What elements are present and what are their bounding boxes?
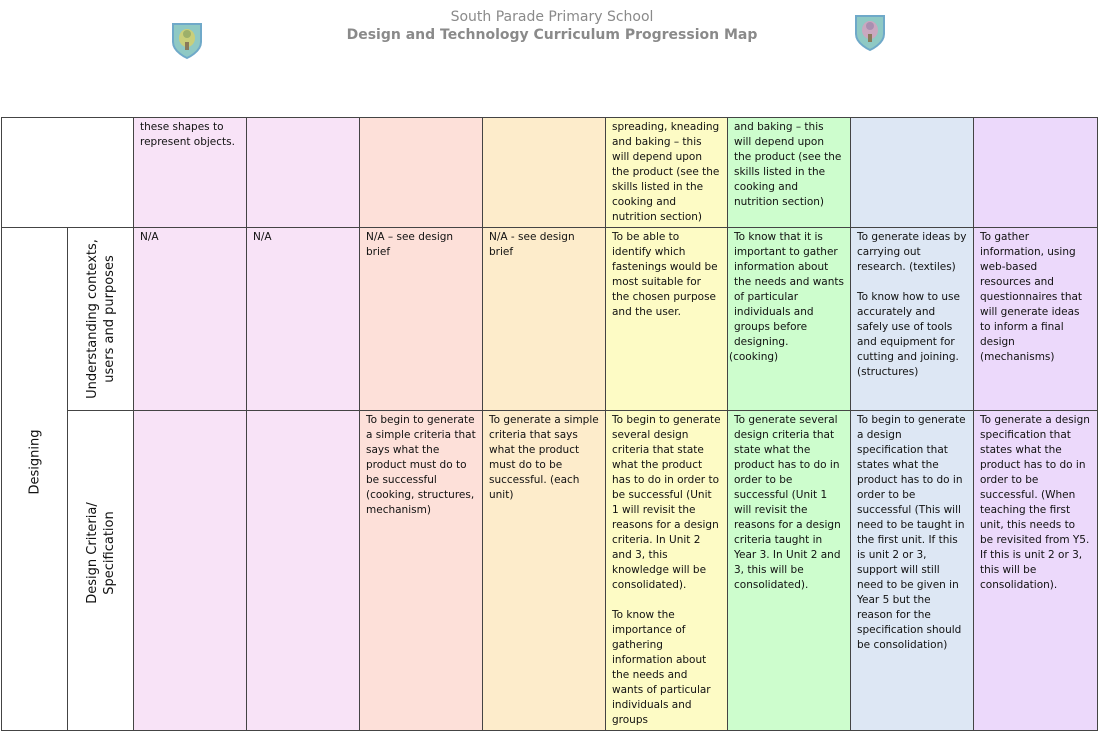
- table-cell: [606, 228, 728, 411]
- cell-text: To gather information, using web-based resources and questionnaires that will generate ideas to inform a final design (mechanisms): [980, 231, 1083, 363]
- cell-text: To know the importance of gathering information about the needs and wants of particular individuals and groups: [612, 609, 711, 726]
- table-cell: [360, 411, 483, 731]
- school-name: South Parade Primary School: [450, 9, 654, 25]
- cell-text: To begin to generate a simple criteria that says what the product must do to be successful (cooking, structures, mechanism): [366, 414, 476, 516]
- cell-text: N/A: [253, 231, 272, 243]
- table-cell: [974, 411, 1098, 731]
- document-title: Design and Technology Curriculum Progression Map: [346, 27, 758, 43]
- table-cell: [728, 228, 851, 411]
- section-label-cell: [2, 228, 68, 731]
- table-cell: [483, 411, 606, 731]
- table-cell: [606, 118, 728, 228]
- table-cell: [606, 411, 728, 731]
- cell-text: To generate a design specification that states what the product has to do in order to be successful. (When teaching the first unit, this needs to be revisited from Y5. If this is unit 2 or 3, this will be consolidation).: [980, 414, 1090, 591]
- cell-text: these shapes to represent objects.: [140, 121, 235, 148]
- cell-text: N/A - see design brief: [489, 231, 575, 258]
- table-cell: [851, 118, 974, 228]
- curriculum-table: [1, 117, 1098, 731]
- cell-text: To be able to identify which fastenings would be most suitable for the chosen purpose and the user.: [612, 231, 718, 318]
- table-cell: [360, 118, 483, 228]
- table-cell: [2, 118, 134, 228]
- table-row: [2, 228, 1098, 411]
- section-label: Designing: [27, 429, 42, 494]
- table-row: [2, 411, 1098, 731]
- row-label: Design Criteria/ Specification: [84, 501, 117, 604]
- cell-text: To generate several design criteria that state what the product has to do in order to be successful (Unit 1 will revisit the reasons for a design criteria taught in Year 3. In Unit 2 and 3, this will be consolidated).: [734, 414, 841, 591]
- cell-text: To begin to generate several design criteria that state what the product has to do in order to be successful (Unit 1 will revisit the reasons for a design criteria. In Unit 2 and 3, this knowledge will be consolidated).: [612, 414, 721, 591]
- cell-text: To know that it is important to gather information about the needs and wants of particular individuals and groups before designing.: [734, 231, 844, 348]
- table-cell: [247, 118, 360, 228]
- table-cell: [728, 411, 851, 731]
- cell-text: To begin to generate a design specification that states what the product has to do in order to be successful (This will need to be taught in the first unit. If this is unit 2 or 3, support will still need to be given in Year 5 but the reason for the specification should be consolidation): [857, 414, 966, 651]
- table-cell: [134, 228, 247, 411]
- table-cell: [247, 411, 360, 731]
- table-cell: [974, 118, 1098, 228]
- table-cell: [974, 228, 1098, 411]
- page-header: [0, 0, 1104, 118]
- table-cell: [483, 228, 606, 411]
- cell-text: To know how to use accurately and safely use of tools and equipment for cutting and joining. (structures): [857, 291, 960, 378]
- table-cell: [134, 411, 247, 731]
- table-row: [2, 118, 1098, 228]
- table-cell: [728, 118, 851, 228]
- table-cell: [851, 411, 974, 731]
- cell-text: spreading, kneading and baking – this will depend upon the product (see the skills listed in the cooking and nutrition section): [612, 121, 720, 223]
- table-cell: [134, 118, 247, 228]
- table-cell: [247, 228, 360, 411]
- cell-text: and baking – this will depend upon the product (see the skills listed in the cooking and nutrition section): [734, 121, 842, 208]
- cell-note: (cooking): [729, 351, 779, 363]
- row-label: Understanding contexts, users and purposes: [84, 239, 117, 399]
- table-cell: [851, 228, 974, 411]
- table-cell: [360, 228, 483, 411]
- table-cell: [483, 118, 606, 228]
- cell-text: To generate a simple criteria that says what the product must do to be successful. (each unit): [489, 414, 599, 501]
- cell-text: N/A – see design brief: [366, 231, 454, 258]
- row-label-cell: [68, 228, 134, 411]
- cell-text: To generate ideas by carrying out research. (textiles): [857, 231, 967, 273]
- cell-text: N/A: [140, 231, 159, 243]
- school-crest-icon: [854, 14, 886, 52]
- row-label-cell: [68, 411, 134, 731]
